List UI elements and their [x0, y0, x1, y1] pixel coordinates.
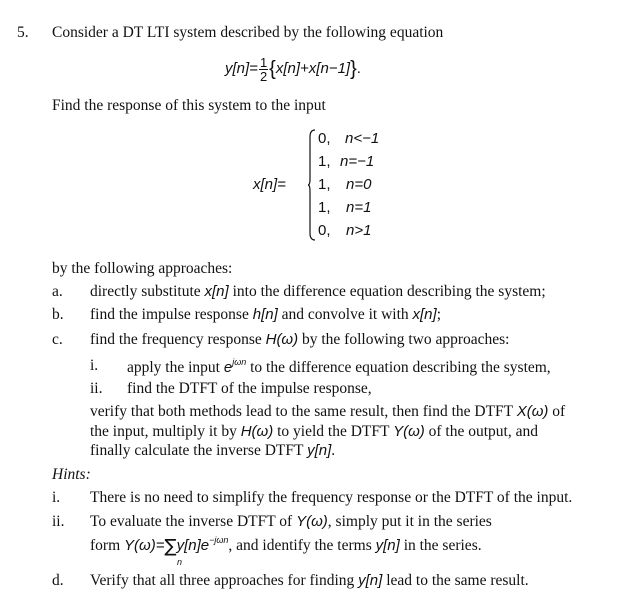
hint-ii-line1-pre: To evaluate the inverse DTFT of [90, 513, 293, 530]
input-row-value: 0, [318, 222, 331, 239]
input-row-value: 1, [318, 176, 331, 193]
item-d-var: y[n] [358, 572, 383, 589]
problem-number: 5. [17, 24, 29, 41]
hint-ii-line2-mid: , and identify the terms [228, 537, 372, 554]
equation-rhs: x[n]+x[n−1] [275, 60, 351, 78]
equation-lhs: y[n]= [225, 60, 258, 78]
item-a-var: x[n] [204, 283, 229, 300]
input-row-cond: n=0 [346, 176, 372, 193]
item-b-mid: and convolve it with [281, 306, 409, 323]
item-b-pre: find the impulse response [90, 306, 249, 323]
verify2-mid: to yield the DTFT [277, 423, 390, 440]
hint-ii-line1-post: , simply put it in the series [327, 513, 492, 530]
summation-index: n [177, 557, 183, 567]
item-d-label: d. [52, 572, 64, 589]
item-c-var: H(ω) [265, 331, 299, 348]
verify3-var: y[n] [307, 442, 332, 459]
hint-ii-line2 [90, 535, 482, 557]
item-d-pre: Verify that all three approaches for finding [90, 572, 355, 589]
input-row-value: 1, [318, 199, 331, 216]
item-a-label: a. [52, 283, 63, 300]
verify2-var: H(ω) [240, 423, 274, 440]
item-c-i-exp: jωn [232, 357, 247, 367]
input-row-cond: n=−1 [340, 153, 375, 170]
verify1-post: of [552, 403, 566, 420]
problem-intro: Consider a DT LTI system described by the following equation [52, 24, 444, 41]
hint-ii-line1-var: Y(ω) [296, 513, 328, 530]
verify3-pre: finally calculate the inverse DTFT [90, 442, 304, 459]
input-row-value: 0, [318, 130, 331, 147]
brace-open: { [269, 58, 276, 80]
equation-fraction [259, 56, 268, 83]
hints-title: Hints: [52, 466, 91, 483]
item-c-i [127, 357, 551, 377]
hint-ii-line2-exp: −jωn [209, 535, 229, 545]
item-b-var2: x[n] [412, 306, 437, 323]
verify1-var: X(ω) [516, 403, 549, 420]
verify-line-3 [90, 442, 335, 460]
item-c-i-pre: apply the input [127, 359, 220, 376]
hint-ii-line2-term: y[n]e [176, 537, 210, 554]
item-a [90, 283, 546, 301]
hint-ii-line2-post: in the series. [403, 537, 482, 554]
verify2-pre: the input, multiply it by [90, 423, 237, 440]
item-a-post: into the difference equation describing the system; [232, 283, 546, 300]
verify-line-1 [90, 403, 565, 421]
verify3-post: . [331, 442, 336, 459]
input-row-cond: n=1 [346, 199, 372, 216]
item-b [90, 306, 441, 324]
verify2-post: of the output, and [428, 423, 538, 440]
item-c-i-base: e [223, 359, 233, 376]
input-row-value: 1, [318, 153, 331, 170]
item-c-ii: find the DTFT of the impulse response, [127, 380, 372, 397]
item-c-post: by the following two approaches: [302, 331, 510, 348]
item-b-post: ; [436, 306, 442, 323]
item-c-i-post: to the difference equation describing the system, [250, 359, 551, 376]
fraction-numerator: 1 [259, 55, 268, 70]
find-text: Find the response of this system to the input [52, 97, 326, 114]
brace-close: } [350, 58, 357, 80]
verify-line-2 [90, 423, 538, 441]
fraction-denominator: 2 [259, 69, 268, 84]
verify1-pre: verify that both methods lead to the same result, then find the DTFT [90, 403, 513, 420]
item-b-label: b. [52, 306, 64, 323]
cases-brace [308, 129, 316, 241]
approaches-intro: by the following approaches: [52, 260, 233, 277]
item-b-var: h[n] [252, 306, 278, 323]
item-c-ii-label: ii. [90, 380, 103, 397]
summation-symbol: ∑ [164, 536, 177, 557]
input-lhs: x[n]= [253, 176, 286, 193]
item-d-post: lead to the same result. [386, 572, 529, 589]
hint-ii-label: ii. [52, 513, 65, 530]
item-c [90, 331, 509, 349]
input-row-cond: n>1 [346, 222, 372, 239]
item-c-label: c. [52, 331, 63, 348]
hint-ii-line2-eq: Y(ω)= [124, 537, 165, 554]
verify2-var2: Y(ω) [393, 423, 425, 440]
hint-ii-line1 [90, 513, 492, 531]
hint-ii-line2-var: y[n] [375, 537, 400, 554]
input-row-cond: n<−1 [345, 130, 380, 147]
hint-i-text: There is no need to simplify the frequency response or the DTFT of the input. [90, 489, 573, 506]
system-equation [225, 56, 361, 83]
item-a-pre: directly substitute [90, 283, 201, 300]
item-c-pre: find the frequency response [90, 331, 262, 348]
item-d [90, 572, 529, 590]
hint-ii-line2-pre: form [90, 537, 121, 554]
item-c-i-label: i. [90, 357, 99, 374]
hint-i-label: i. [52, 489, 61, 506]
equation-end: . [356, 60, 361, 78]
